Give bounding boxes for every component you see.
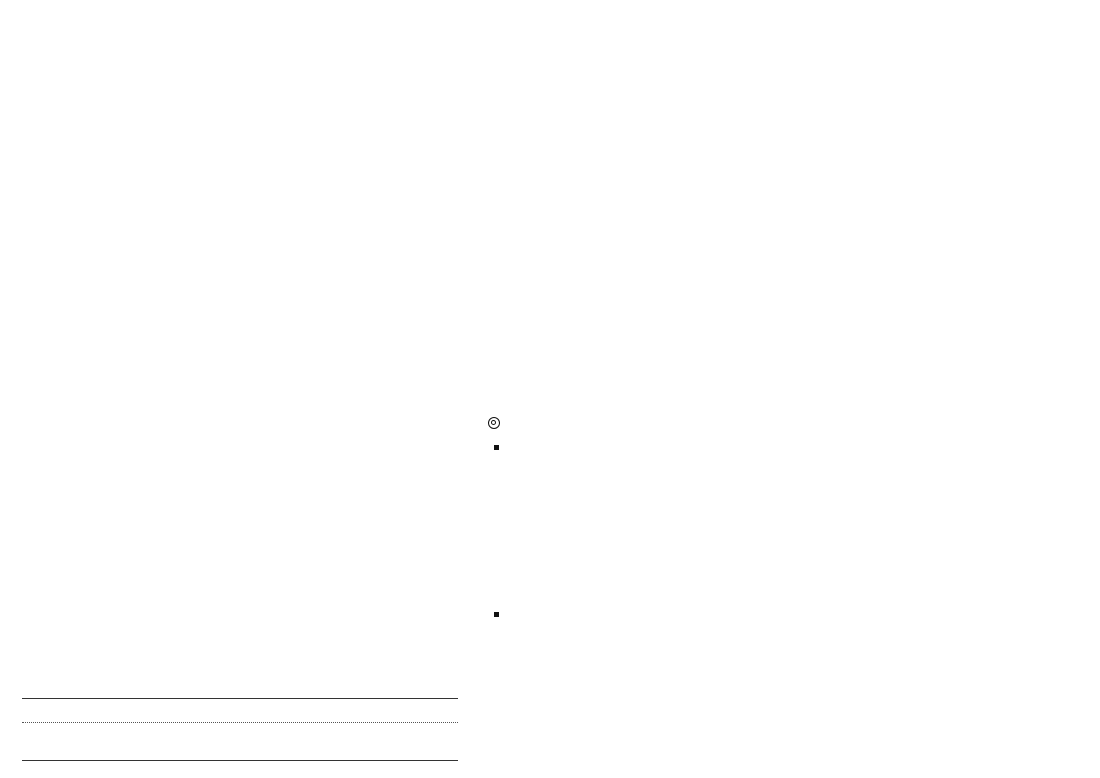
prayer-table-mid-rule [22, 722, 458, 723]
square-bullet-icon [494, 445, 499, 450]
fellowship-title [494, 609, 504, 621]
church-news-title [488, 416, 505, 431]
square-bullet-icon [494, 612, 499, 617]
shepherd-news-title [494, 442, 504, 454]
prayer-table-bottom-rule [22, 760, 458, 761]
prayer-table-top-rule [22, 698, 458, 699]
target-icon [488, 417, 500, 429]
